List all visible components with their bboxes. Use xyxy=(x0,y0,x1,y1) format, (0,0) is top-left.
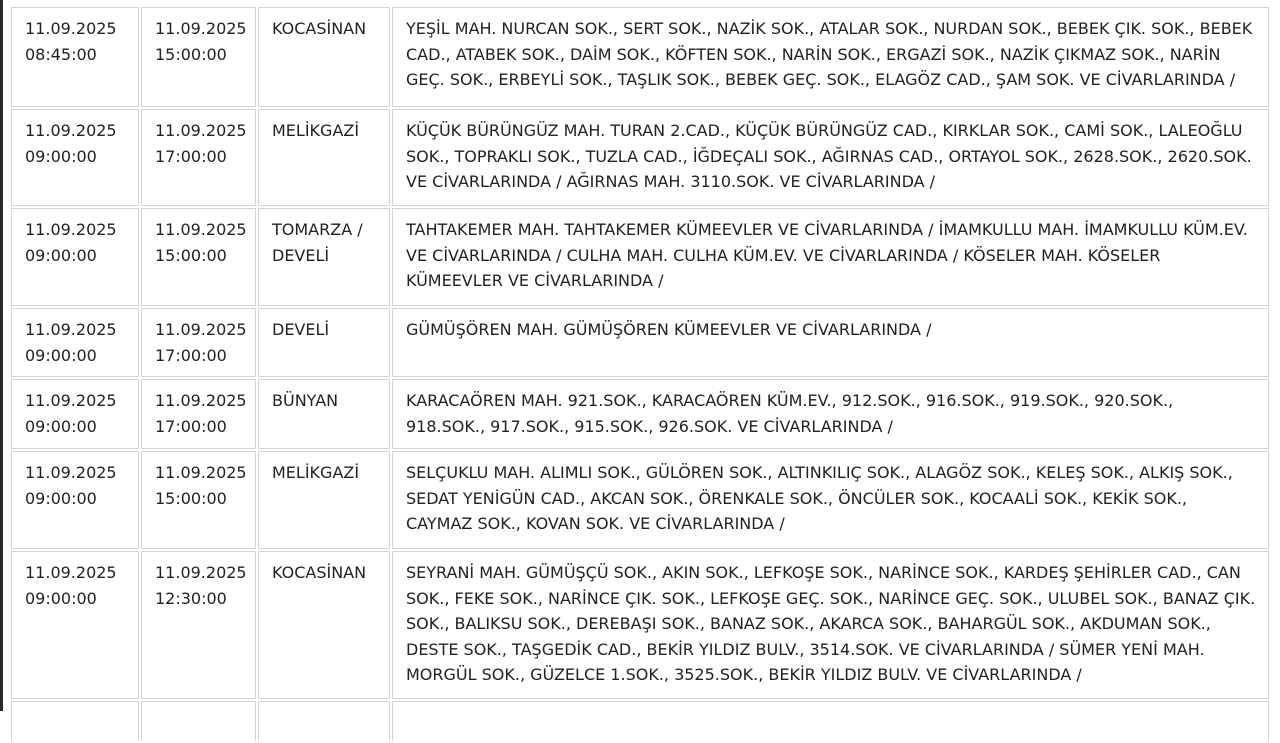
start-datetime-cell: 11.09.2025 08:45:00 xyxy=(11,7,139,107)
end-datetime-cell: 11.09.2025 15:00:00 xyxy=(141,208,256,306)
end-datetime-cell: 11.09.2025 12:30:00 xyxy=(141,551,256,699)
end-datetime-cell: 11.09.2025 17:00:00 xyxy=(141,308,256,377)
empty-cell xyxy=(258,701,390,741)
start-datetime-cell: 11.09.2025 09:00:00 xyxy=(11,109,139,206)
district-cell: DEVELİ xyxy=(258,308,390,377)
table-row xyxy=(11,208,1269,306)
start-datetime-cell: 11.09.2025 09:00:00 xyxy=(11,208,139,306)
affected-areas-cell: GÜMÜŞÖREN MAH. GÜMÜŞÖREN KÜMEEVLER VE CİVARLARINDA / xyxy=(392,308,1269,377)
power-outage-table xyxy=(9,5,1271,743)
end-datetime-cell: 11.09.2025 15:00:00 xyxy=(141,451,256,549)
table-row xyxy=(11,551,1269,699)
page-left-border xyxy=(0,0,3,711)
table-row xyxy=(11,308,1269,377)
empty-cell xyxy=(11,701,139,741)
district-cell: BÜNYAN xyxy=(258,379,390,449)
end-datetime-cell: 11.09.2025 15:00:00 xyxy=(141,7,256,107)
affected-areas-cell: SELÇUKLU MAH. ALIMLI SOK., GÜLÖREN SOK., ALTINKILIÇ SOK., ALAGÖZ SOK., KELEŞ SOK., ALKIŞ SOK., SEDAT YENİGÜN CAD., AKCAN SOK., ÖRENKALE SOK., ÖNCÜLER SOK., KOCAALİ SOK., KEKİK SOK., CAYMAZ SOK., KOVAN SOK. VE CİVARLARINDA / xyxy=(392,451,1269,549)
affected-areas-cell: KARACAÖREN MAH. 921.SOK., KARACAÖREN KÜM.EV., 912.SOK., 916.SOK., 919.SOK., 920.SOK., 918.SOK., 917.SOK., 915.SOK., 926.SOK. VE CİVARLARINDA / xyxy=(392,379,1269,449)
end-datetime-cell: 11.09.2025 17:00:00 xyxy=(141,109,256,206)
table-row-partial xyxy=(11,701,1269,741)
empty-cell xyxy=(392,701,1269,741)
affected-areas-cell: YEŞİL MAH. NURCAN SOK., SERT SOK., NAZİK SOK., ATALAR SOK., NURDAN SOK., BEBEK ÇIK. SOK., BEBEK CAD., ATABEK SOK., DAİM SOK., KÖFTEN SOK., NARİN SOK., ERGAZİ SOK., NAZİK ÇIKMAZ SOK., NARİN GEÇ. SOK., ERBEYLİ SOK., TAŞLIK SOK., BEBEK GEÇ. SOK., ELAGÖZ CAD., ŞAM SOK. VE CİVARLARINDA / xyxy=(392,7,1269,107)
end-datetime-cell: 11.09.2025 17:00:00 xyxy=(141,379,256,449)
district-cell: TOMARZA / DEVELİ xyxy=(258,208,390,306)
table-body xyxy=(11,7,1269,741)
table-row xyxy=(11,109,1269,206)
affected-areas-cell: TAHTAKEMER MAH. TAHTAKEMER KÜMEEVLER VE CİVARLARINDA / İMAMKULLU MAH. İMAMKULLU KÜM.EV. VE CİVARLARINDA / CULHA MAH. CULHA KÜM.EV. VE CİVARLARINDA / KÖSELER MAH. KÖSELER KÜMEEVLER VE CİVARLARINDA / xyxy=(392,208,1269,306)
start-datetime-cell: 11.09.2025 09:00:00 xyxy=(11,551,139,699)
empty-cell xyxy=(141,701,256,741)
table-row xyxy=(11,379,1269,449)
district-cell: MELİKGAZİ xyxy=(258,109,390,206)
affected-areas-cell: KÜÇÜK BÜRÜNGÜZ MAH. TURAN 2.CAD., KÜÇÜK BÜRÜNGÜZ CAD., KIRKLAR SOK., CAMİ SOK., LALEOĞLU SOK., TOPRAKLI SOK., TUZLA CAD., İĞDEÇALI SOK., AĞIRNAS CAD., ORTAYOL SOK., 2628.SOK., 2620.SOK. VE CİVARLARINDA / AĞIRNAS MAH. 3110.SOK. VE CİVARLARINDA / xyxy=(392,109,1269,206)
table-row xyxy=(11,451,1269,549)
table-row xyxy=(11,7,1269,107)
affected-areas-cell: SEYRANİ MAH. GÜMÜŞÇÜ SOK., AKIN SOK., LEFKOŞE SOK., NARİNCE SOK., KARDEŞ ŞEHİRLER CAD., CAN SOK., FEKE SOK., NARİNCE ÇIK. SOK., LEFKOŞE GEÇ. SOK., NARİNCE GEÇ. SOK., ULUBEL SOK., BANAZ ÇIK. SOK., BALIKSU SOK., DEREBAŞI SOK., BANAZ SOK., AKARCA SOK., BAHARGÜL SOK., AKDUMAN SOK., DESTE SOK., TAŞGEDİK CAD., BEKİR YILDIZ BULV., 3514.SOK. VE CİVARLARINDA / SÜMER YENİ MAH. MORGÜL SOK., GÜZELCE 1.SOK., 3525.SOK., BEKİR YILDIZ BULV. VE CİVARLARINDA / xyxy=(392,551,1269,699)
district-cell: KOCASİNAN xyxy=(258,551,390,699)
district-cell: KOCASİNAN xyxy=(258,7,390,107)
district-cell: MELİKGAZİ xyxy=(258,451,390,549)
start-datetime-cell: 11.09.2025 09:00:00 xyxy=(11,379,139,449)
start-datetime-cell: 11.09.2025 09:00:00 xyxy=(11,308,139,377)
start-datetime-cell: 11.09.2025 09:00:00 xyxy=(11,451,139,549)
